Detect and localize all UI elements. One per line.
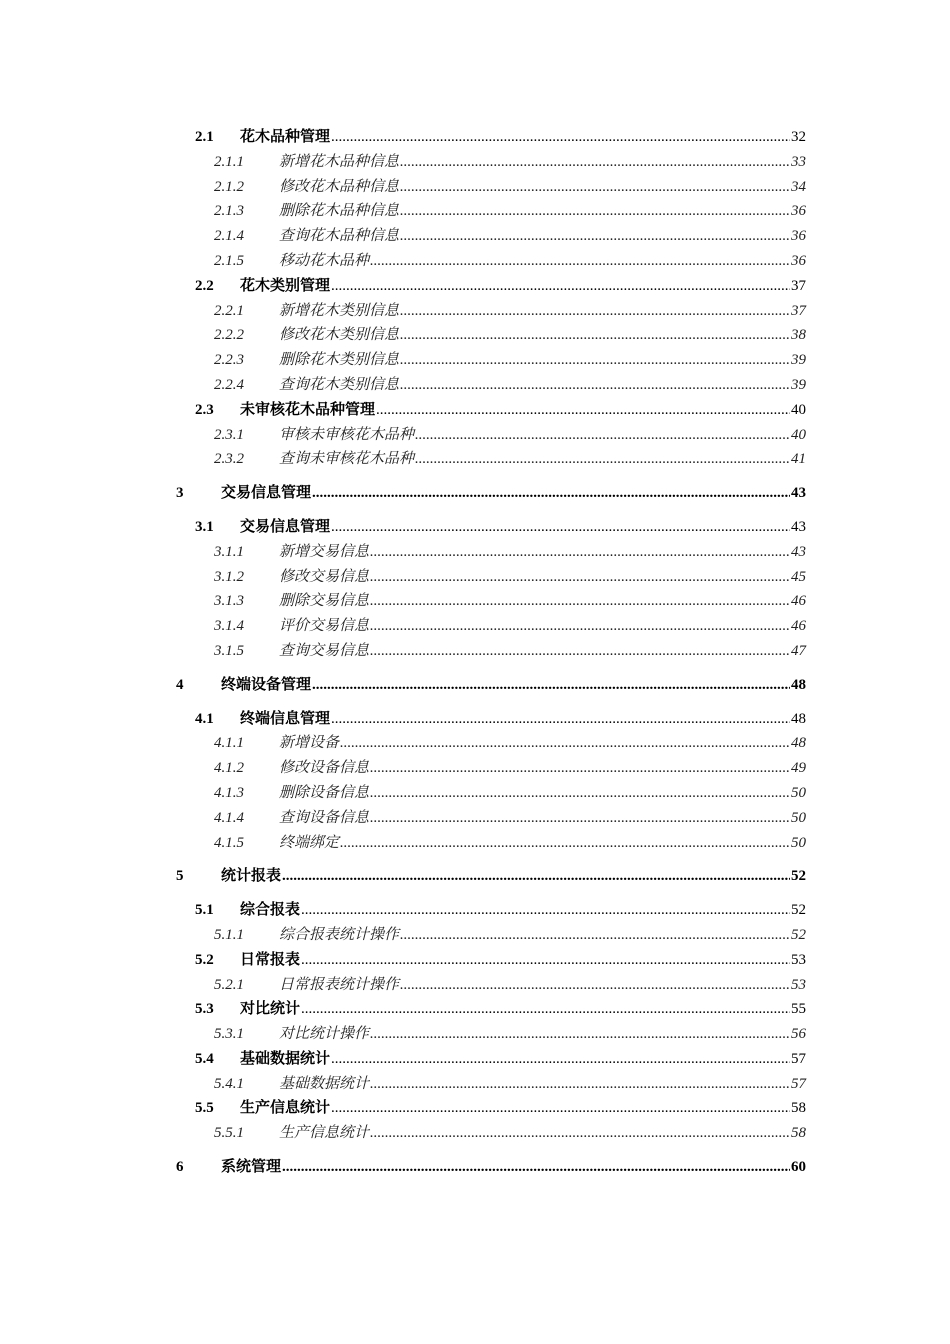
toc-entry-leader xyxy=(279,973,790,998)
dot-leader xyxy=(400,299,790,324)
dot-leader xyxy=(370,806,790,831)
dot-leader xyxy=(400,373,790,398)
toc-entry-page: 48 xyxy=(790,707,806,732)
toc-entry[interactable] xyxy=(0,923,950,948)
dot-leader xyxy=(312,673,790,698)
toc-entry-title: 综合报表统计操作 xyxy=(279,923,400,948)
toc-entry[interactable] xyxy=(0,565,950,590)
toc-entry[interactable] xyxy=(0,806,950,831)
toc-entry-number: 2.1.1 xyxy=(214,153,244,170)
dot-leader xyxy=(331,1096,790,1121)
toc-entry-leader xyxy=(221,864,790,889)
toc-entry-leader xyxy=(279,323,790,348)
toc-entry-number: 3.1.5 xyxy=(214,642,244,659)
toc-entry-title: 新增花木品种信息 xyxy=(279,150,400,175)
toc-entry[interactable] xyxy=(0,1096,950,1121)
toc-entry-title: 系统管理 xyxy=(221,1155,282,1180)
toc-entry-page: 48 xyxy=(790,731,806,756)
toc-entry-page: 32 xyxy=(790,125,806,150)
toc-entry-number: 5.1.1 xyxy=(214,926,244,943)
dot-leader xyxy=(370,565,790,590)
toc-entry[interactable] xyxy=(0,1047,950,1072)
toc-entry-page: 43 xyxy=(790,515,806,540)
toc-entry-title: 综合报表 xyxy=(240,898,301,923)
toc-entry[interactable] xyxy=(0,997,950,1022)
toc-entry[interactable] xyxy=(0,1121,950,1146)
toc-entry-title: 查询未审核花木品种 xyxy=(279,447,415,472)
dot-leader xyxy=(370,249,790,274)
toc-entry-number: 3 xyxy=(176,485,184,502)
toc-entry-page: 34 xyxy=(790,175,806,200)
toc-entry-page: 49 xyxy=(790,756,806,781)
toc-entry-page: 56 xyxy=(790,1022,806,1047)
toc-entry-title: 查询花木类别信息 xyxy=(279,373,400,398)
toc-entry[interactable] xyxy=(0,348,950,373)
toc-entry-title: 查询交易信息 xyxy=(279,639,370,664)
toc-entry[interactable] xyxy=(0,150,950,175)
dot-leader xyxy=(331,515,790,540)
dot-leader xyxy=(282,1155,790,1180)
toc-entry-title: 终端设备管理 xyxy=(221,673,312,698)
toc-entry-leader xyxy=(240,515,790,540)
toc-entry[interactable] xyxy=(0,731,950,756)
toc-entry-page: 50 xyxy=(790,781,806,806)
toc-entry-number: 4.1.4 xyxy=(214,809,244,826)
toc-entry[interactable] xyxy=(0,831,950,856)
dot-leader xyxy=(331,125,790,150)
toc-entry-leader xyxy=(279,199,790,224)
toc-entry-title: 新增设备 xyxy=(279,731,340,756)
toc-entry[interactable] xyxy=(0,224,950,249)
toc-entry[interactable] xyxy=(0,423,950,448)
toc-entry-leader xyxy=(221,673,790,698)
toc-entry-number: 2.1 xyxy=(195,129,214,145)
toc-entry-leader xyxy=(221,1155,790,1180)
dot-leader xyxy=(331,707,790,732)
toc-entry-number: 4.1 xyxy=(195,710,214,727)
toc-entry-number: 3.1.3 xyxy=(214,593,244,610)
toc-entry-title: 花木品种管理 xyxy=(240,125,331,150)
toc-entry-title: 修改花木类别信息 xyxy=(279,323,400,348)
dot-leader xyxy=(301,997,790,1022)
dot-leader xyxy=(400,323,790,348)
dot-leader xyxy=(370,540,790,565)
dot-leader xyxy=(301,898,790,923)
toc-entry-page: 55 xyxy=(790,997,806,1022)
toc-entry-title: 删除交易信息 xyxy=(279,589,370,614)
toc-entry-page: 38 xyxy=(790,323,806,348)
dot-leader xyxy=(301,948,790,973)
toc-entry-title: 删除花木品种信息 xyxy=(279,199,400,224)
toc-entry-number: 5.1 xyxy=(195,902,214,919)
toc-entry[interactable] xyxy=(0,707,950,732)
toc-entry-title: 修改设备信息 xyxy=(279,756,370,781)
toc-entry-title: 终端绑定 xyxy=(279,831,340,856)
dot-leader xyxy=(400,348,790,373)
dot-leader xyxy=(376,398,790,423)
toc-entry-leader xyxy=(279,299,790,324)
dot-leader xyxy=(370,781,790,806)
toc-entry-leader xyxy=(279,731,790,756)
toc-entry[interactable] xyxy=(0,864,950,889)
toc-entry-title: 统计报表 xyxy=(221,864,282,889)
toc-entry-title: 交易信息管理 xyxy=(221,481,312,506)
toc-entry-leader xyxy=(279,150,790,175)
toc-entry-leader xyxy=(240,707,790,732)
dot-leader xyxy=(282,864,790,889)
toc-entry-title: 花木类别管理 xyxy=(240,274,331,299)
toc-entry[interactable] xyxy=(0,373,950,398)
toc-entry-number: 2.1.5 xyxy=(214,252,244,269)
toc-entry-number: 5.4.1 xyxy=(214,1075,244,1092)
toc-entry-title: 新增交易信息 xyxy=(279,540,370,565)
dot-leader xyxy=(400,224,790,249)
toc-entry-leader xyxy=(279,589,790,614)
toc-entry[interactable] xyxy=(0,398,950,423)
toc-entry[interactable] xyxy=(0,948,950,973)
dot-leader xyxy=(415,447,790,472)
dot-leader xyxy=(340,731,790,756)
toc-entry-number: 2.1.3 xyxy=(214,203,244,220)
toc-entry-page: 52 xyxy=(790,864,806,889)
toc-entry-page: 58 xyxy=(790,1096,806,1121)
toc-entry-page: 37 xyxy=(790,299,806,324)
toc-entry-number: 3.1.4 xyxy=(214,618,244,635)
toc-entry-page: 36 xyxy=(790,249,806,274)
toc-entry-number: 4.1.2 xyxy=(214,760,244,777)
toc-entry-page: 53 xyxy=(790,948,806,973)
toc-entry-number: 4 xyxy=(176,676,184,693)
toc-entry-page: 40 xyxy=(790,398,806,423)
toc-entry-title: 对比统计 xyxy=(240,997,301,1022)
toc-entry-page: 40 xyxy=(790,423,806,448)
toc-entry[interactable] xyxy=(0,481,950,506)
dot-leader xyxy=(312,481,790,506)
toc-entry-title: 生产信息统计 xyxy=(240,1096,331,1121)
dot-leader xyxy=(400,175,790,200)
toc-entry-page: 33 xyxy=(790,150,806,175)
dot-leader xyxy=(370,589,790,614)
toc-entry-leader xyxy=(240,125,790,150)
toc-entry[interactable] xyxy=(0,125,950,150)
toc-entry-leader xyxy=(221,481,790,506)
toc-entry-title: 日常报表 xyxy=(240,948,301,973)
toc-entry-number: 2.2.4 xyxy=(214,376,244,393)
toc-entry-page: 45 xyxy=(790,565,806,590)
toc-entry-page: 48 xyxy=(790,673,806,698)
toc-entry[interactable] xyxy=(0,249,950,274)
toc-entry[interactable] xyxy=(0,756,950,781)
toc-entry-page: 52 xyxy=(790,923,806,948)
toc-entry-page: 36 xyxy=(790,199,806,224)
toc-entry-number: 2.3.2 xyxy=(214,451,244,468)
dot-leader xyxy=(370,639,790,664)
toc-entry[interactable] xyxy=(0,447,950,472)
toc-entry[interactable] xyxy=(0,1155,950,1180)
toc-entry[interactable] xyxy=(0,199,950,224)
toc-entry-page: 47 xyxy=(790,639,806,664)
toc-entry-leader xyxy=(279,806,790,831)
toc-entry-number: 5.5.1 xyxy=(214,1125,244,1142)
toc-entry[interactable] xyxy=(0,589,950,614)
toc-entry-number: 4.1.5 xyxy=(214,834,244,851)
toc-entry[interactable] xyxy=(0,515,950,540)
toc-entry-number: 2.2.1 xyxy=(214,302,244,319)
toc-entry-number: 4.1.1 xyxy=(214,735,244,752)
toc-entry-number: 3.1.1 xyxy=(214,543,244,560)
toc-entry-title: 交易信息管理 xyxy=(240,515,331,540)
toc-entry-number: 5.2 xyxy=(195,951,214,968)
toc-entry-number: 5.3 xyxy=(195,1001,214,1018)
toc-entry-page: 50 xyxy=(790,831,806,856)
toc-entry-number: 4.1.3 xyxy=(214,784,244,801)
toc-entry[interactable] xyxy=(0,323,950,348)
dot-leader xyxy=(331,274,790,299)
toc-entry-title: 新增花木类别信息 xyxy=(279,299,400,324)
toc-entry-leader xyxy=(279,831,790,856)
dot-leader xyxy=(400,150,790,175)
toc-entry[interactable] xyxy=(0,1022,950,1047)
toc-entry-leader xyxy=(279,348,790,373)
dot-leader xyxy=(370,1072,790,1097)
toc-entry-number: 2.2 xyxy=(195,277,214,294)
toc-entry-leader xyxy=(279,923,790,948)
toc-entry-page: 43 xyxy=(790,481,806,506)
toc-entry-number: 2.3 xyxy=(195,401,214,418)
toc-entry-title: 查询设备信息 xyxy=(279,806,370,831)
toc-entry-title: 评价交易信息 xyxy=(279,614,370,639)
toc-entry-leader xyxy=(279,639,790,664)
toc-entry-number: 2.1.2 xyxy=(214,178,244,195)
toc-entry[interactable] xyxy=(0,781,950,806)
toc-entry-page: 36 xyxy=(790,224,806,249)
dot-leader xyxy=(370,756,790,781)
toc-entry-page: 46 xyxy=(790,614,806,639)
toc-entry-number: 2.2.3 xyxy=(214,352,244,369)
toc-entry[interactable] xyxy=(0,540,950,565)
toc-entry-title: 日常报表统计操作 xyxy=(279,973,400,998)
toc-entry-leader xyxy=(279,756,790,781)
toc-entry[interactable] xyxy=(0,274,950,299)
toc-entry-leader xyxy=(279,224,790,249)
toc-entry-number: 5.5 xyxy=(195,1100,214,1117)
toc-entry-leader xyxy=(279,447,790,472)
toc-entry-leader xyxy=(279,1072,790,1097)
toc-entry[interactable] xyxy=(0,639,950,664)
toc-entry-title: 未审核花木品种管理 xyxy=(240,398,376,423)
dot-leader xyxy=(415,423,790,448)
toc-entry-page: 52 xyxy=(790,898,806,923)
toc-entry-number: 5.2.1 xyxy=(214,976,244,993)
toc-entry-page: 57 xyxy=(790,1072,806,1097)
dot-leader xyxy=(331,1047,790,1072)
toc-entry[interactable] xyxy=(0,1072,950,1097)
toc-entry-leader xyxy=(279,1022,790,1047)
toc-entry-leader xyxy=(279,540,790,565)
toc-entry-number: 5.4 xyxy=(195,1050,214,1067)
toc-entry-title: 查询花木品种信息 xyxy=(279,224,400,249)
toc-entry-number: 5.3.1 xyxy=(214,1026,244,1043)
toc-entry-leader xyxy=(279,565,790,590)
toc-entry-page: 53 xyxy=(790,973,806,998)
toc-entry-number: 6 xyxy=(176,1159,184,1176)
toc-entry-title: 基础数据统计 xyxy=(279,1072,370,1097)
toc-entry-leader xyxy=(240,997,790,1022)
toc-entry-number: 2.3.1 xyxy=(214,426,244,443)
toc-entry-page: 46 xyxy=(790,589,806,614)
dot-leader xyxy=(400,923,790,948)
dot-leader xyxy=(370,1022,790,1047)
toc-entry-title: 生产信息统计 xyxy=(279,1121,370,1146)
toc-entry-number: 2.2.2 xyxy=(214,327,244,344)
toc-entry-leader xyxy=(279,614,790,639)
toc-entry-title: 基础数据统计 xyxy=(240,1047,331,1072)
toc-entry-title: 审核未审核花木品种 xyxy=(279,423,415,448)
toc-entry-title: 对比统计操作 xyxy=(279,1022,370,1047)
toc-entry-leader xyxy=(240,898,790,923)
toc-entry-number: 2.1.4 xyxy=(214,228,244,245)
toc-entry-leader xyxy=(240,1047,790,1072)
toc-entry-leader xyxy=(240,274,790,299)
dot-leader xyxy=(400,973,790,998)
toc-entry-page: 58 xyxy=(790,1121,806,1146)
toc-entry-page: 39 xyxy=(790,373,806,398)
toc-entry-title: 删除设备信息 xyxy=(279,781,370,806)
toc-entry-leader xyxy=(279,249,790,274)
toc-entry-leader xyxy=(279,423,790,448)
toc-entry-page: 43 xyxy=(790,540,806,565)
dot-leader xyxy=(340,831,790,856)
toc-entry-page: 60 xyxy=(790,1155,806,1180)
toc-entry[interactable] xyxy=(0,673,950,698)
toc-entry-number: 3.1.2 xyxy=(214,568,244,585)
toc-entry-title: 修改交易信息 xyxy=(279,565,370,590)
toc-entry-page: 39 xyxy=(790,348,806,373)
table-of-contents xyxy=(0,125,950,1189)
toc-entry-number: 5 xyxy=(176,868,184,885)
toc-entry-page: 57 xyxy=(790,1047,806,1072)
toc-entry-page: 41 xyxy=(790,447,806,472)
toc-entry-title: 移动花木品种 xyxy=(279,249,370,274)
toc-entry-leader xyxy=(240,398,790,423)
toc-entry-leader xyxy=(240,1096,790,1121)
toc-entry[interactable] xyxy=(0,898,950,923)
toc-entry-page: 50 xyxy=(790,806,806,831)
toc-entry-title: 修改花木品种信息 xyxy=(279,175,400,200)
toc-entry-page: 37 xyxy=(790,274,806,299)
toc-entry-leader xyxy=(279,373,790,398)
toc-entry-leader xyxy=(279,781,790,806)
dot-leader xyxy=(370,1121,790,1146)
toc-entry-leader xyxy=(279,1121,790,1146)
toc-entry-title: 删除花木类别信息 xyxy=(279,348,400,373)
toc-entry-leader xyxy=(279,175,790,200)
dot-leader xyxy=(370,614,790,639)
toc-entry[interactable] xyxy=(0,175,950,200)
toc-entry[interactable] xyxy=(0,299,950,324)
dot-leader xyxy=(400,199,790,224)
toc-entry[interactable] xyxy=(0,614,950,639)
toc-entry-title: 终端信息管理 xyxy=(240,707,331,732)
toc-entry[interactable] xyxy=(0,973,950,998)
toc-entry-number: 3.1 xyxy=(195,518,214,535)
toc-entry-leader xyxy=(240,948,790,973)
